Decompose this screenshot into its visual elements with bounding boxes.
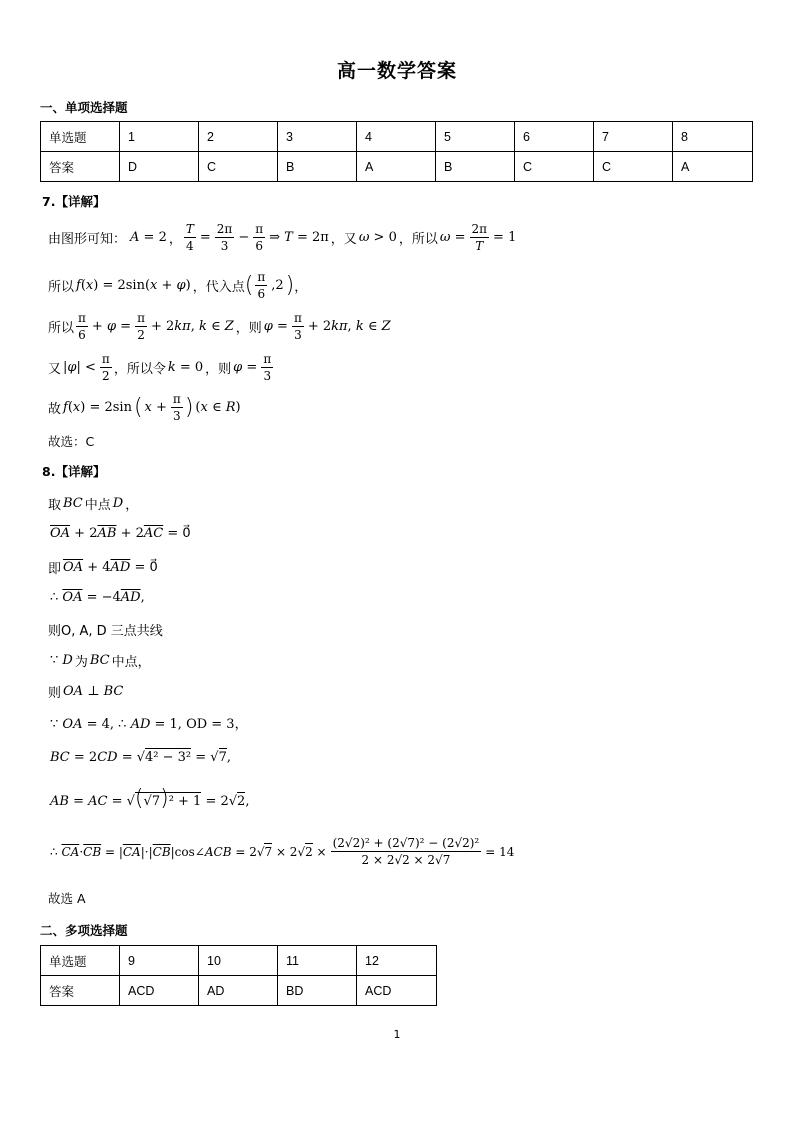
table-cell: A	[673, 152, 753, 182]
text: 取	[48, 498, 62, 513]
table-cell: 11	[278, 946, 357, 976]
text: 所以	[48, 321, 75, 336]
section1-heading: 一、单项选择题	[40, 100, 128, 115]
q8-line-8: ∵ OA = 4, ∴ AD = 1, OD = 3，	[50, 717, 248, 732]
table-cell: 答案	[41, 152, 120, 182]
table-row	[41, 946, 437, 976]
text: 则	[48, 686, 62, 701]
table-cell: C	[515, 152, 594, 182]
text: ，则	[205, 362, 232, 377]
section2-heading: 二、多项选择题	[40, 923, 128, 938]
q8-answer: 故选 A	[48, 891, 86, 906]
table-cell: C	[594, 152, 673, 182]
q8-line-2: $\overline{OA} + 2\overline{AB} + 2\overline{AC}$ = 0⃗	[50, 526, 191, 541]
table-cell: 答案	[41, 976, 120, 1006]
table-cell: 12	[357, 946, 437, 976]
table-cell: 3	[278, 122, 357, 152]
q8-heading: 8.【详解】	[42, 464, 106, 479]
text: 中点，	[111, 655, 151, 670]
table-row	[41, 152, 753, 182]
table-cell: B	[278, 152, 357, 182]
text: 又	[48, 362, 62, 377]
table-cell: 10	[199, 946, 278, 976]
table-cell: D	[120, 152, 199, 182]
q8-line-10: AB = AC = √(√7)² + 1 = 2√2,	[50, 786, 250, 811]
table-cell: 9	[120, 946, 199, 976]
q8-line-3: 即 $\overline{OA} + 4\overline{AD}$ = 0⃗	[48, 560, 158, 577]
text: 所以	[48, 280, 75, 295]
table-row	[41, 122, 753, 152]
table-cell: 2	[199, 122, 278, 152]
q7-line-3: 所以 $\frac{\pi}{6}$ + φ = $\frac{\pi}{2}$ + 2kπ, k ∈ Z ，则 φ = $\frac{\pi}{3}$ + 2kπ, k ∈ Z	[48, 311, 391, 342]
table-cell: 单选题	[41, 122, 120, 152]
text: ，	[125, 498, 139, 513]
text: 中点	[84, 498, 111, 513]
text: ，	[294, 280, 308, 295]
text: 故	[48, 402, 62, 417]
table-cell: 单选题	[41, 946, 120, 976]
q7-line-5: 故 f(x) = 2sin ( x + $\frac{\pi}{3}$ ) (x ∈ R)	[48, 392, 241, 423]
text: ，	[168, 232, 182, 247]
table-row	[41, 976, 437, 1006]
single-choice-table	[40, 121, 753, 182]
table-cell: 8	[673, 122, 753, 152]
q7-line-1: 由图形可知： A = 2 ， $\frac{T}{4}$ = $\frac{2\pi}{3}$ − $\frac{\pi}{6}$ ⇒ T = 2π ，又 ω > 0 ，所以 ω = $\frac{2\pi}{T}$ = 1	[48, 222, 517, 253]
page-title: 高一数学答案	[336, 60, 457, 82]
table-cell: BD	[278, 976, 357, 1006]
q8-line-7: 则 OA ⊥ BC	[48, 684, 124, 701]
q8-line-5: 则O, A, D 三点共线	[48, 624, 163, 639]
table-cell: 7	[594, 122, 673, 152]
q7-line-2: 所以 f(x) = 2sin(x + φ) ，代入点 ( $\frac{\pi}{6}$ ,2 ) ，	[48, 270, 308, 301]
text: ，所以令	[113, 362, 166, 377]
q8-line-4: ∴ $\overline{OA} = -4\overline{AD}$,	[50, 590, 145, 605]
q7-heading: 7.【详解】	[42, 194, 106, 209]
table-cell: ACD	[357, 976, 437, 1006]
q8-line-1: 取 BC 中点 D ，	[48, 496, 139, 513]
text: 由图形可知：	[48, 232, 127, 247]
table-cell: 6	[515, 122, 594, 152]
q7-answer: 故选：C	[48, 434, 95, 449]
multiple-choice-table	[40, 945, 437, 1006]
text: ，所以	[398, 232, 438, 247]
table-cell: ACD	[120, 976, 199, 1006]
q8-line-9: BC = 2CD = √4² − 3² = √7,	[50, 750, 232, 765]
page-number: 1	[393, 1028, 401, 1041]
text: 即	[48, 562, 62, 577]
table-cell: B	[436, 152, 515, 182]
q8-line-6: ∵ D 为 BC 中点，	[50, 653, 151, 670]
q8-line-11: ∴ $\overline{CA}\cdot\overline{CB}$ = $|\overline{CA}|\cdot|\overline{CB}|\cos\angle ACB = 2√7 \times 2√2$ × $\frac{\text{(2√2)² + (2√7)² − (2√2)²}}{2 \times 2√2 \times 2√7}$ = 14	[50, 836, 515, 867]
table-cell: 4	[357, 122, 436, 152]
table-cell: AD	[199, 976, 278, 1006]
text: ，代入点	[192, 280, 245, 295]
text: ，则	[235, 321, 262, 336]
text: 为	[74, 655, 88, 670]
table-cell: C	[199, 152, 278, 182]
q7-line-4: 又 |φ| < $\frac{\pi}{2}$ ，所以令 k = 0 ，则 φ = $\frac{\pi}{3}$	[48, 352, 272, 383]
table-cell: A	[357, 152, 436, 182]
table-cell: 1	[120, 122, 199, 152]
text: ，又	[330, 232, 357, 247]
table-cell: 5	[436, 122, 515, 152]
